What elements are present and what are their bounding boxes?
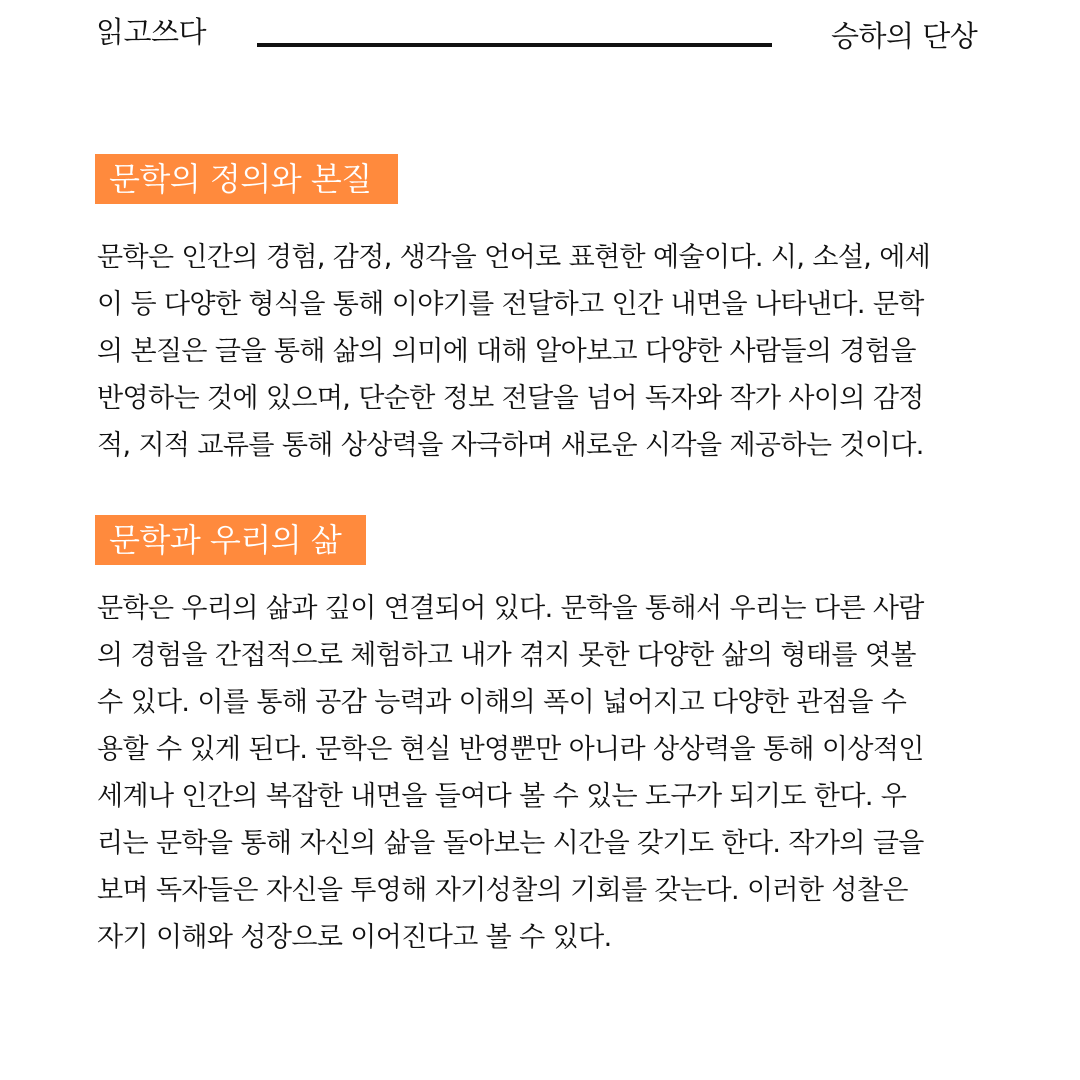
paragraph-line: 보며 독자들은 자신을 투영해 자기성찰의 기회를 갖는다. 이러한 성찰은	[97, 875, 908, 906]
header-divider-line	[257, 43, 772, 47]
paragraph-line: 수 있다. 이를 통해 공감 능력과 이해의 폭이 넓어지고 다양한 관점을 수	[97, 687, 907, 718]
paragraph-line: 반영하는 것에 있으며, 단순한 정보 전달을 넘어 독자와 작가 사이의 감정	[97, 383, 924, 414]
paragraph-line: 적, 지적 교류를 통해 상상력을 자극하며 새로운 시각을 제공하는 것이다.	[97, 430, 924, 461]
section-heading-life: 문학과 우리의 삶	[95, 515, 366, 565]
paragraph-line: 문학은 인간의 경험, 감정, 생각을 언어로 표현한 예술이다. 시, 소설, 에세	[97, 242, 931, 273]
section-paragraph-definition	[97, 234, 985, 469]
paragraph-line: 자기 이해와 성장으로 이어진다고 볼 수 있다.	[97, 922, 612, 953]
page-header	[0, 0, 1080, 80]
paragraph-line: 이 등 다양한 형식을 통해 이야기를 전달하고 인간 내면을 나타낸다. 문학	[97, 289, 924, 320]
header-left-title: 읽고쓰다	[96, 15, 207, 49]
paragraph-line: 세계나 인간의 복잡한 내면을 들여다 볼 수 있는 도구가 되기도 한다. 우	[97, 781, 907, 812]
paragraph-line: 리는 문학을 통해 자신의 삶을 돌아보는 시간을 갖기도 한다. 작가의 글을	[97, 828, 924, 859]
paragraph-line: 용할 수 있게 된다. 문학은 현실 반영뿐만 아니라 상상력을 통해 이상적인	[97, 734, 924, 765]
section-heading-definition: 문학의 정의와 본질	[95, 154, 398, 204]
section-paragraph-life	[97, 585, 985, 961]
paragraph-line: 의 본질은 글을 통해 삶의 의미에 대해 알아보고 다양한 사람들의 경험을	[97, 336, 916, 367]
paragraph-line: 문학은 우리의 삶과 깊이 연결되어 있다. 문학을 통해서 우리는 다른 사람	[97, 593, 924, 624]
paragraph-line: 의 경험을 간접적으로 체험하고 내가 겪지 못한 다양한 삶의 형태를 엿볼	[97, 640, 916, 671]
header-right-title: 승하의 단상	[831, 19, 978, 53]
